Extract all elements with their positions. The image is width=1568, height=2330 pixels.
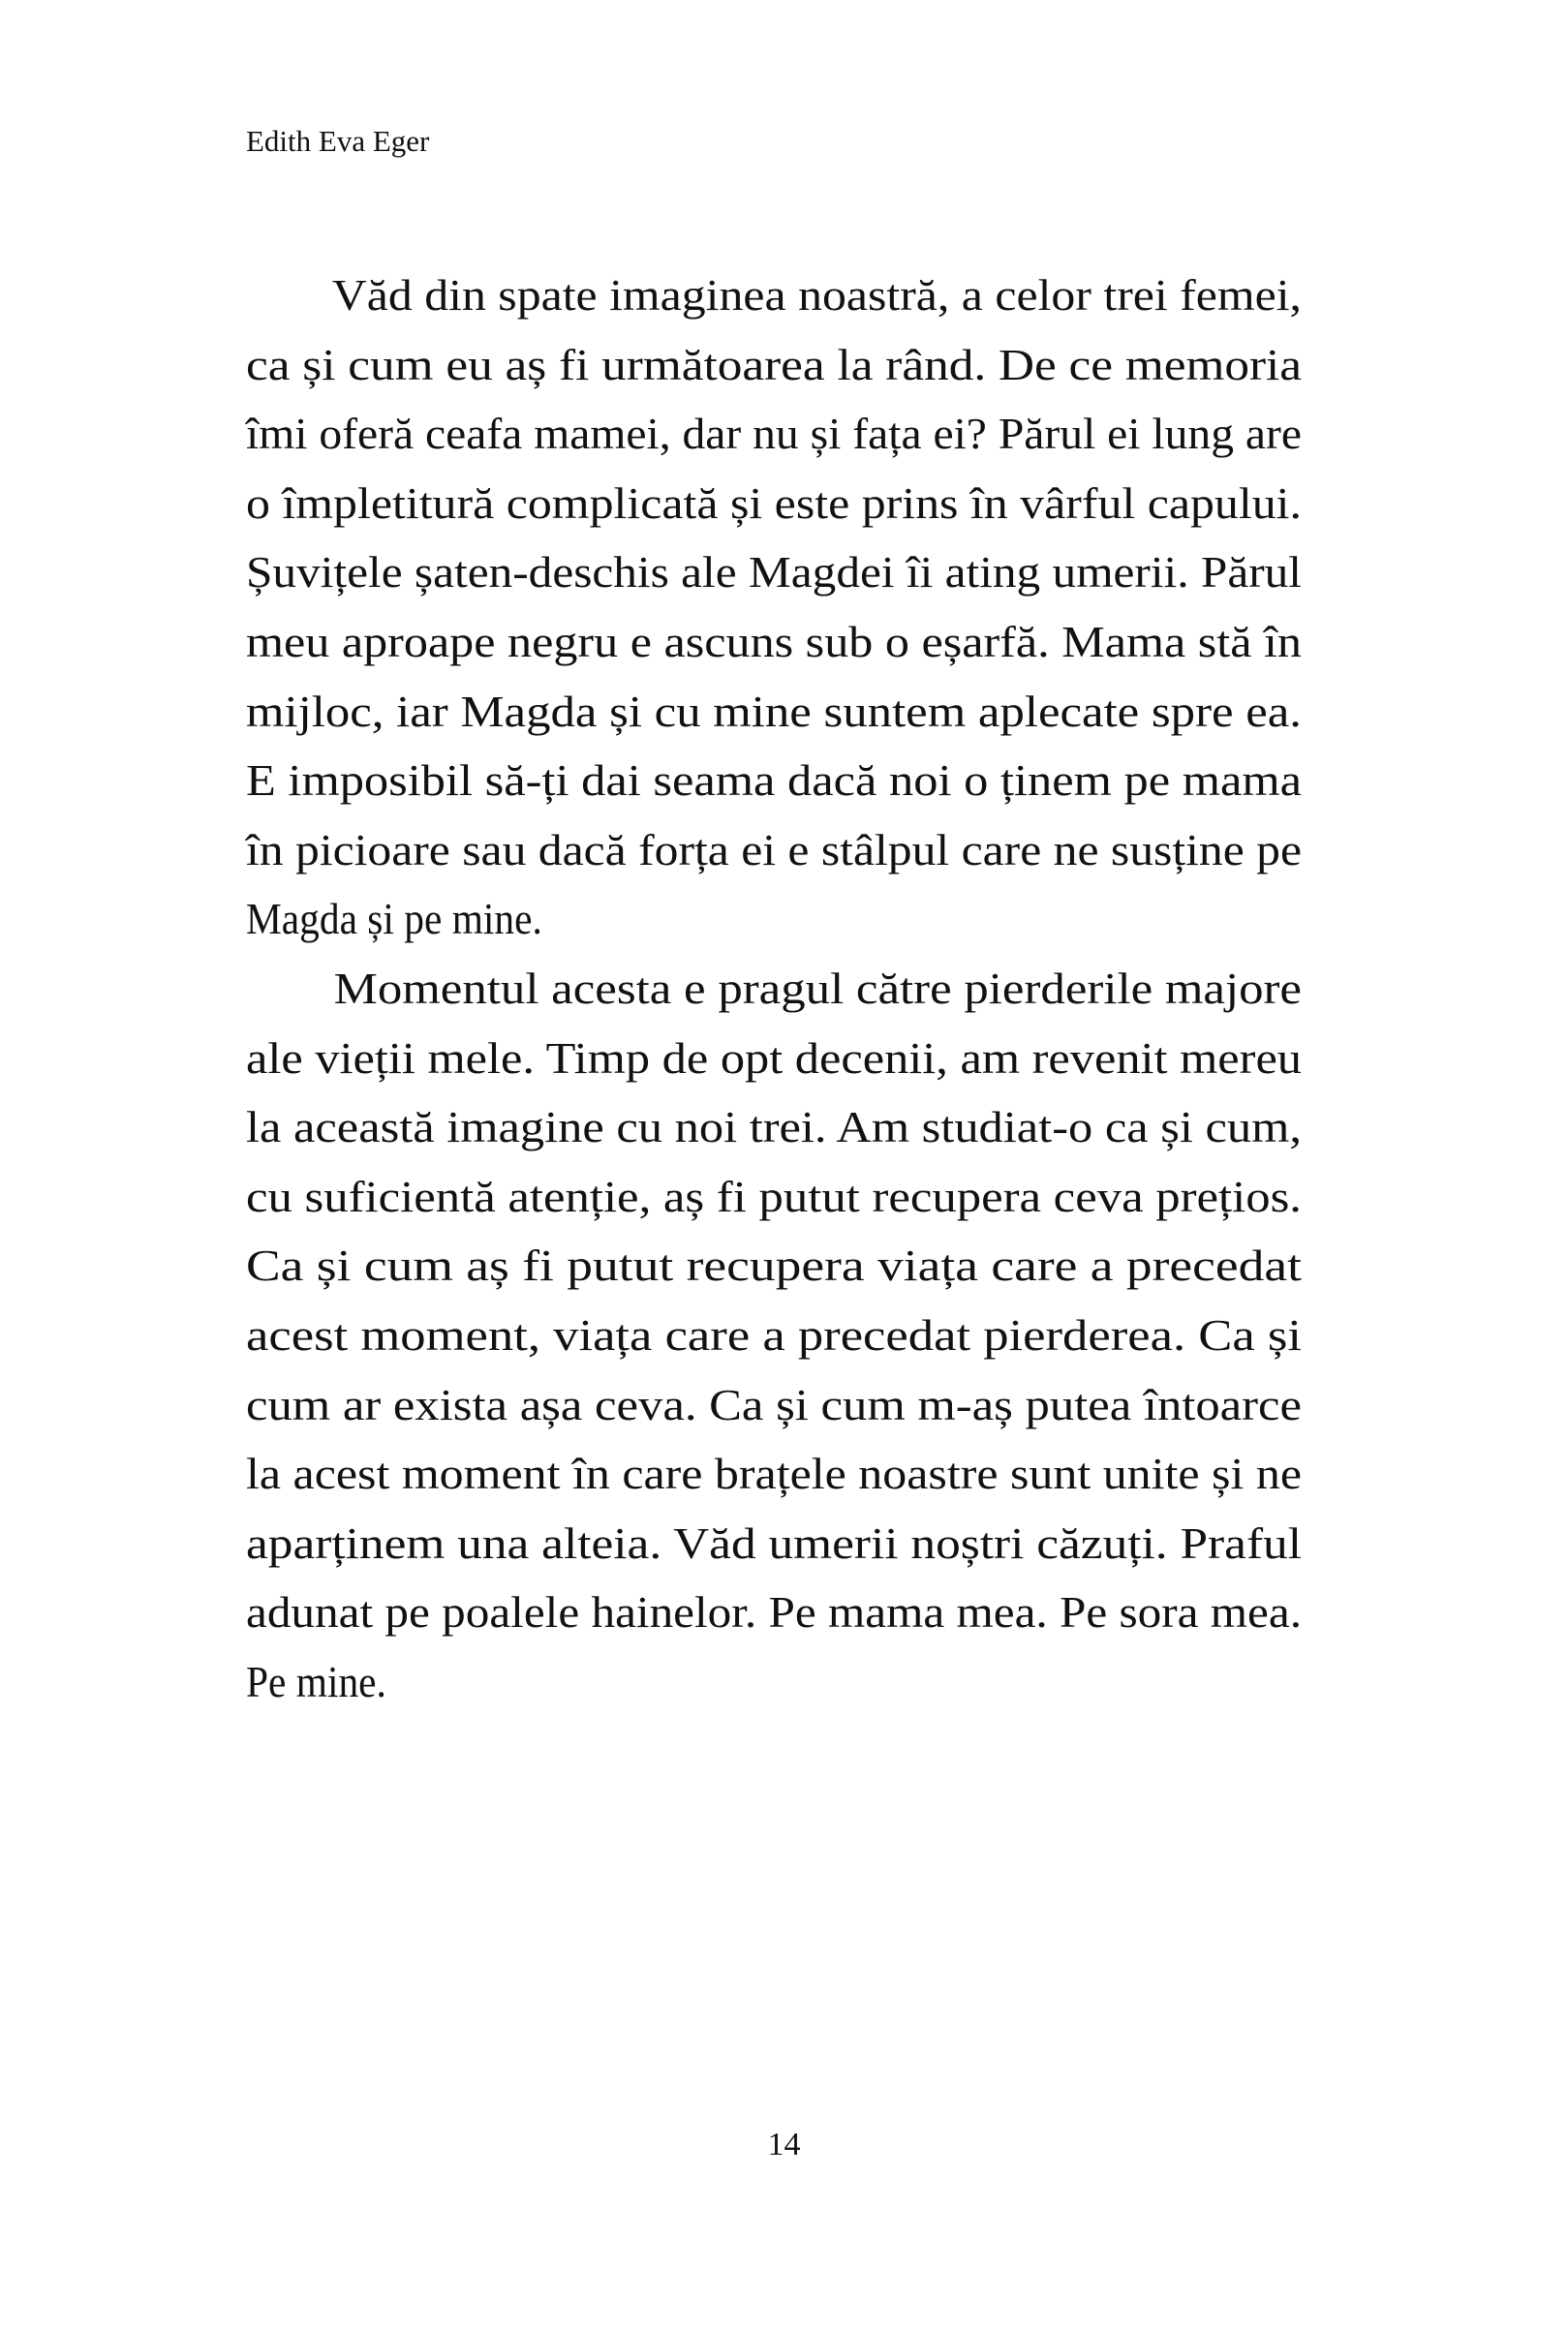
text-line: o împletitură complicată și este prins în vârful capului. bbox=[246, 477, 1302, 528]
page-number: 14 bbox=[767, 2127, 801, 2162]
text-line: cu suficientă atenție, aș fi putut recupera ceva prețios. bbox=[246, 1171, 1302, 1221]
text-line: Magda și pe mine. bbox=[246, 894, 542, 944]
text-line: E imposibil să-ți dai seama dacă noi o ținem pe mama bbox=[246, 755, 1302, 806]
text-line: Ca și cum aș fi putut recupera viața care a precedat bbox=[246, 1241, 1302, 1291]
text-line: Momentul acesta e pragul către pierderile majore bbox=[333, 963, 1302, 1013]
text-line: meu aproape negru e ascuns sub o eșarfă. Mama stă în bbox=[246, 616, 1302, 666]
text-line: îmi oferă ceafa mamei, dar nu și fața ei? Părul ei lung are bbox=[246, 409, 1302, 459]
text-line: la această imagine cu noi trei. Am studiat-o ca și cum, bbox=[246, 1102, 1302, 1152]
text-line: Șuvițele șaten-deschis ale Magdei îi ating umerii. Părul bbox=[246, 547, 1302, 598]
text-line: adunat pe poalele hainelor. Pe mama mea. Pe sora mea. bbox=[246, 1587, 1302, 1638]
text-line: ca și cum eu aș fi următoarea la rând. De ce memoria bbox=[246, 339, 1302, 389]
text-line: Pe mine. bbox=[246, 1656, 386, 1706]
paragraph bbox=[246, 954, 1302, 1717]
running-head-author: Edith Eva Eger bbox=[246, 124, 430, 158]
text-line: Văd din spate imaginea noastră, a celor trei femei, bbox=[331, 270, 1303, 320]
text-line: în picioare sau dacă forța ei e stâlpul care ne susține pe bbox=[246, 824, 1302, 874]
text-line: ale vieții mele. Timp de opt decenii, am revenit mereu bbox=[246, 1032, 1302, 1083]
text-line: mijloc, iar Magda și cu mine suntem aplecate spre ea. bbox=[246, 686, 1302, 736]
text-line: aparținem una alteia. Văd umerii noștri căzuți. Praful bbox=[246, 1518, 1302, 1568]
text-line: la acest moment în care brațele noastre sunt unite și ne bbox=[246, 1449, 1302, 1499]
body-text bbox=[246, 261, 1302, 1716]
text-line: cum ar exista așa ceva. Ca și cum m-aș putea întoarce bbox=[246, 1379, 1302, 1429]
paragraph bbox=[246, 261, 1302, 954]
text-line: acest moment, viața care a precedat pierderea. Ca și bbox=[246, 1309, 1302, 1360]
